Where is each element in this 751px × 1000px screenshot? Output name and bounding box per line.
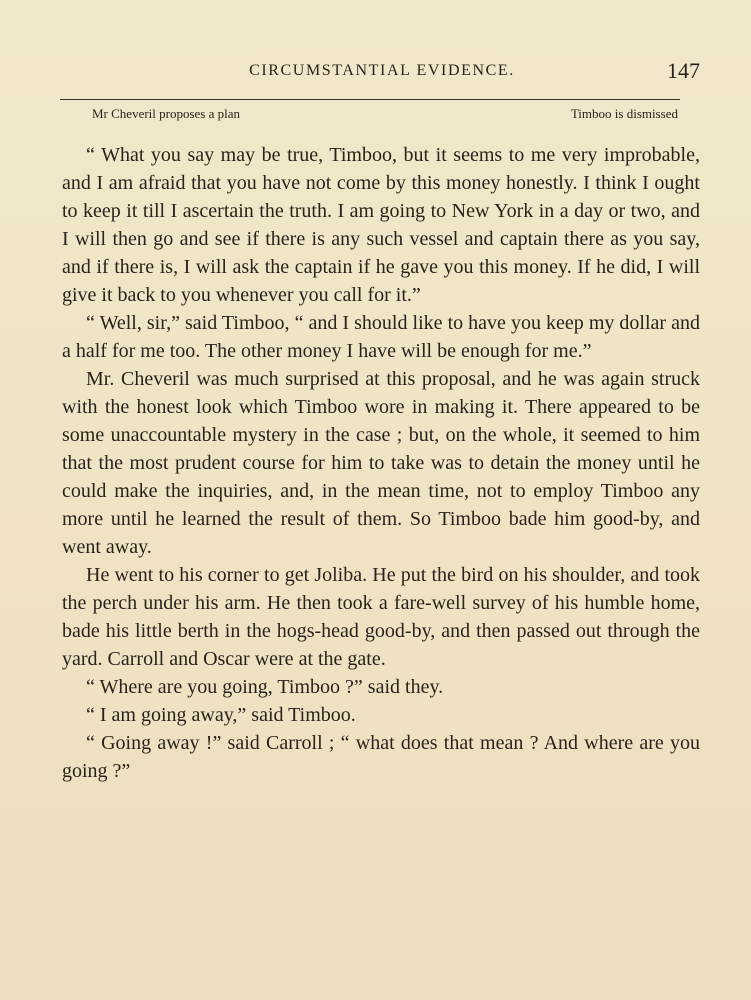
page-number: 147 bbox=[667, 58, 700, 83]
paragraph: Mr. Cheveril was much surprised at this proposal, and he was again struck with the honest look which Timboo wore in making it. There appeared to be some unaccountable mystery in the case ; but, on the whole, it seemed to him that the most prudent course for him to take was to detain the money until he could make the inquiries, and, in the mean time, not to employ Timboo any more until he learned the result of them. So Timboo bade him good-by, and went away. bbox=[62, 368, 700, 558]
paragraph: He went to his corner to get Joliba. He put the bird on his shoulder, and took the perch under his arm. He then took a fare-well survey of his humble home, bade his little berth in the hogs-head good-by, and then passed out through the yard. Carroll and Oscar were at the gate. bbox=[62, 564, 700, 670]
side-note-right: Timboo is dismissed bbox=[570, 106, 678, 121]
paragraph: “ Where are you going, Timboo ?” said they. bbox=[86, 676, 444, 698]
running-head bbox=[62, 58, 702, 88]
paragraph: “ What you say may be true, Timboo, but it seems to me very improbable, and I am afraid that you have not come by this money honestly. I think I ought to keep it till I ascertain the truth. I am going to New York in a day or two, and I will then go and see if there is any such vessel and captain there as you say, and if there is, I will ask the captain if he gave you this money. If he did, I will give it back to you whenever you call for it.” bbox=[62, 144, 700, 306]
paragraph: “ Well, sir,” said Timboo, “ and I should like to have you keep my dollar and a half for me too. The other money I have will be enough for me.” bbox=[62, 312, 700, 362]
side-note-left: Mr Cheveril proposes a plan bbox=[92, 106, 241, 121]
paragraph: “ Going away !” said Carroll ; “ what does that mean ? And where are you going ?” bbox=[62, 732, 700, 782]
running-title: CIRCUMSTANTIAL EVIDENCE. bbox=[249, 62, 515, 79]
body-text bbox=[62, 141, 700, 785]
header-rule bbox=[60, 99, 680, 100]
paragraph: “ I am going away,” said Timboo. bbox=[86, 704, 356, 726]
